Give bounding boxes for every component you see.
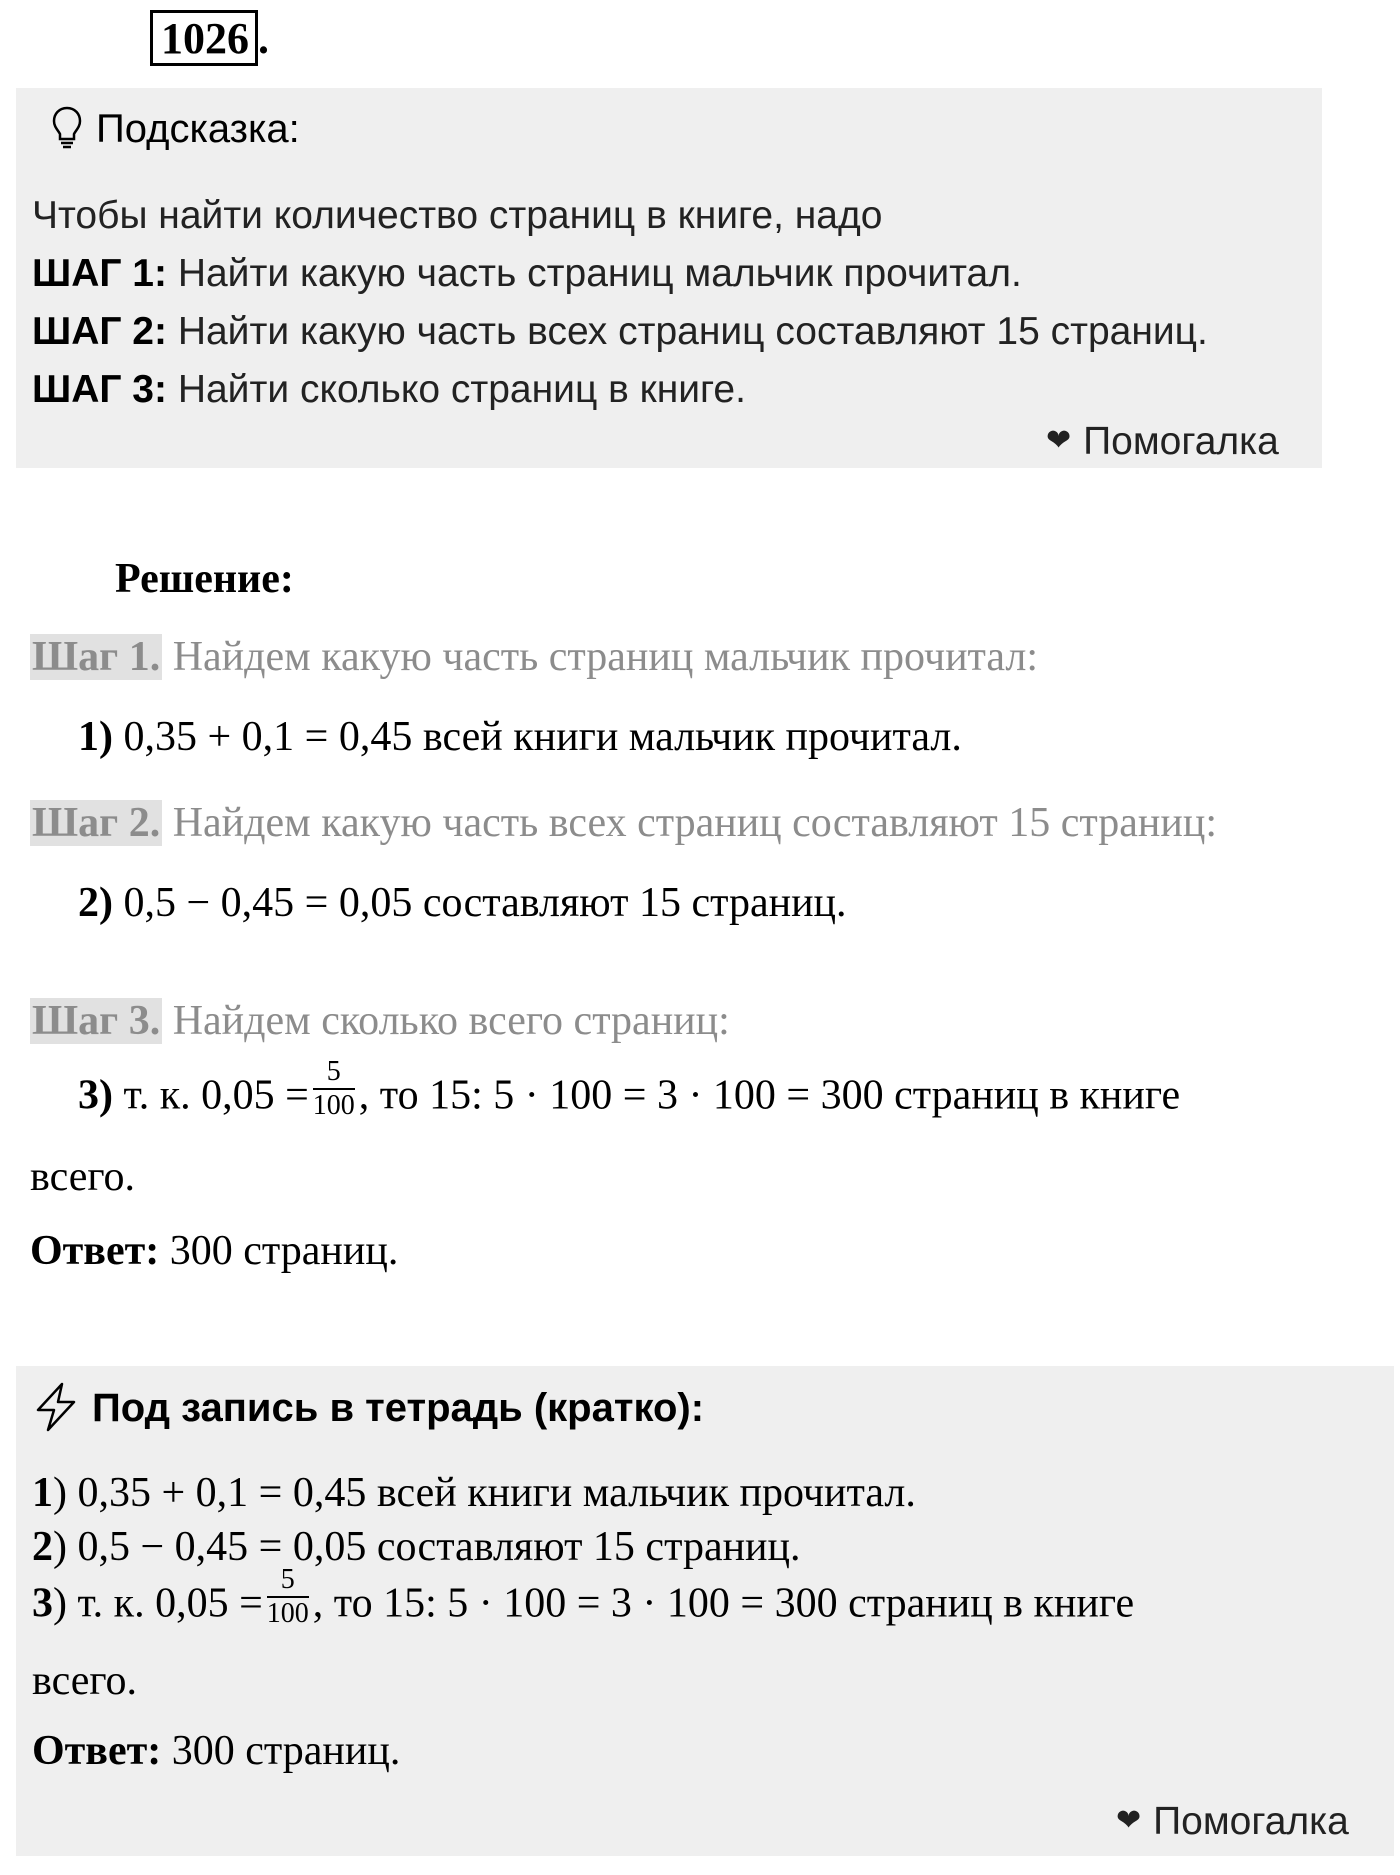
short-answer <box>32 1730 400 1772</box>
heart-icon: ❤ <box>1116 1804 1142 1837</box>
line-text: ) 0,35 + 0,1 = 0,45 всей книги мальчик прочитал. <box>53 1470 916 1516</box>
solution-step-3 <box>30 1000 730 1042</box>
hint-intro: Чтобы найти количество страниц в книге, надо <box>32 194 883 237</box>
fraction-denominator: 100 <box>266 1598 309 1629</box>
short-line-1 <box>32 1472 916 1514</box>
step-label: Шаг 1. <box>32 634 161 680</box>
line-text: ) 0,5 − 0,45 = 0,05 составляют 15 страниц. <box>53 1524 801 1570</box>
hint-step-text: Найти какую часть страниц мальчик прочитал. <box>166 252 1022 295</box>
fraction <box>267 1566 309 1628</box>
line-pre: ) т. к. 0,05 = <box>53 1580 263 1627</box>
hint-step-label: ШАГ 2: <box>32 310 167 353</box>
calc-2 <box>78 882 847 924</box>
step-text: Найдем сколько всего страниц: <box>162 998 730 1044</box>
solution-step-1 <box>30 636 1038 678</box>
short-title-text: Под запись в тетрадь (кратко): <box>92 1386 705 1431</box>
brand-text: Помогалка <box>1153 1800 1349 1843</box>
hint-step-label: ШАГ 1: <box>32 252 167 295</box>
short-brand <box>1116 1802 1349 1841</box>
line-number: 1 <box>32 1470 53 1516</box>
solution-heading: Решение: <box>115 556 294 602</box>
hint-title-text: Подсказка: <box>96 107 300 152</box>
line-post: , то 15: 5 · 100 = 3 · 100 = 300 страниц в книге <box>312 1580 1135 1627</box>
calc-post: , то 15: 5 · 100 = 3 · 100 = 300 страниц в книге <box>358 1072 1181 1119</box>
lightbulb-icon <box>52 106 82 157</box>
answer-label: Ответ: <box>32 1728 162 1774</box>
answer <box>30 1230 398 1272</box>
answer-text: 300 страниц. <box>161 1728 401 1774</box>
hint-title <box>52 106 300 157</box>
calc-3 <box>78 1056 1181 1130</box>
step-text: Найдем какую часть страниц мальчик прочитал: <box>162 634 1039 680</box>
answer-label: Ответ: <box>30 1228 160 1274</box>
hint-step-label: ШАГ 3: <box>32 368 167 411</box>
calc-1 <box>78 716 962 758</box>
calc-number: 3) <box>78 1072 113 1119</box>
calc-3-continuation: всего. <box>30 1154 136 1200</box>
hint-step-text: Найти какую часть всех страниц составляют 15 страниц. <box>166 310 1208 353</box>
line-number: 3 <box>32 1580 53 1627</box>
calc-text: составляют 15 страниц. <box>412 880 847 926</box>
heart-icon: ❤ <box>1046 424 1072 457</box>
hint-step-3 <box>32 370 746 409</box>
step-text: Найдем какую часть всех страниц составляют 15 страниц: <box>162 800 1217 846</box>
hint-step-text: Найти сколько страниц в книге. <box>166 368 746 411</box>
calc-number: 1) <box>78 714 113 760</box>
solution-step-2 <box>30 802 1217 844</box>
short-line-3-continuation: всего. <box>32 1658 138 1704</box>
hint-box <box>16 88 1322 468</box>
calc-number: 2) <box>78 880 113 926</box>
step-label: Шаг 2. <box>32 800 161 846</box>
line-number: 2 <box>32 1524 53 1570</box>
brand-text: Помогалка <box>1083 420 1279 463</box>
calc-text: всей книги мальчик прочитал. <box>412 714 962 760</box>
lightning-icon <box>32 1382 80 1439</box>
hint-brand <box>1046 422 1279 461</box>
short-notes-box <box>16 1366 1394 1856</box>
calc-expression: 0,5 − 0,45 = 0,05 <box>113 880 413 926</box>
calc-pre: т. к. 0,05 = <box>113 1072 309 1119</box>
short-title <box>32 1382 704 1439</box>
hint-step-2 <box>32 312 1208 351</box>
problem-number-box: 1026 <box>150 10 258 66</box>
fraction-numerator: 5 <box>267 1566 309 1598</box>
problem-number-suffix: . <box>258 14 269 63</box>
hint-step-1 <box>32 254 1022 293</box>
calc-expression: 0,35 + 0,1 = 0,45 <box>113 714 413 760</box>
problem-number <box>150 10 269 66</box>
answer-text: 300 страниц. <box>159 1228 399 1274</box>
fraction <box>313 1058 355 1120</box>
step-label: Шаг 3. <box>32 998 161 1044</box>
short-line-3 <box>32 1564 1135 1638</box>
short-line-2 <box>32 1526 801 1568</box>
fraction-denominator: 100 <box>312 1090 355 1121</box>
fraction-numerator: 5 <box>313 1058 355 1090</box>
